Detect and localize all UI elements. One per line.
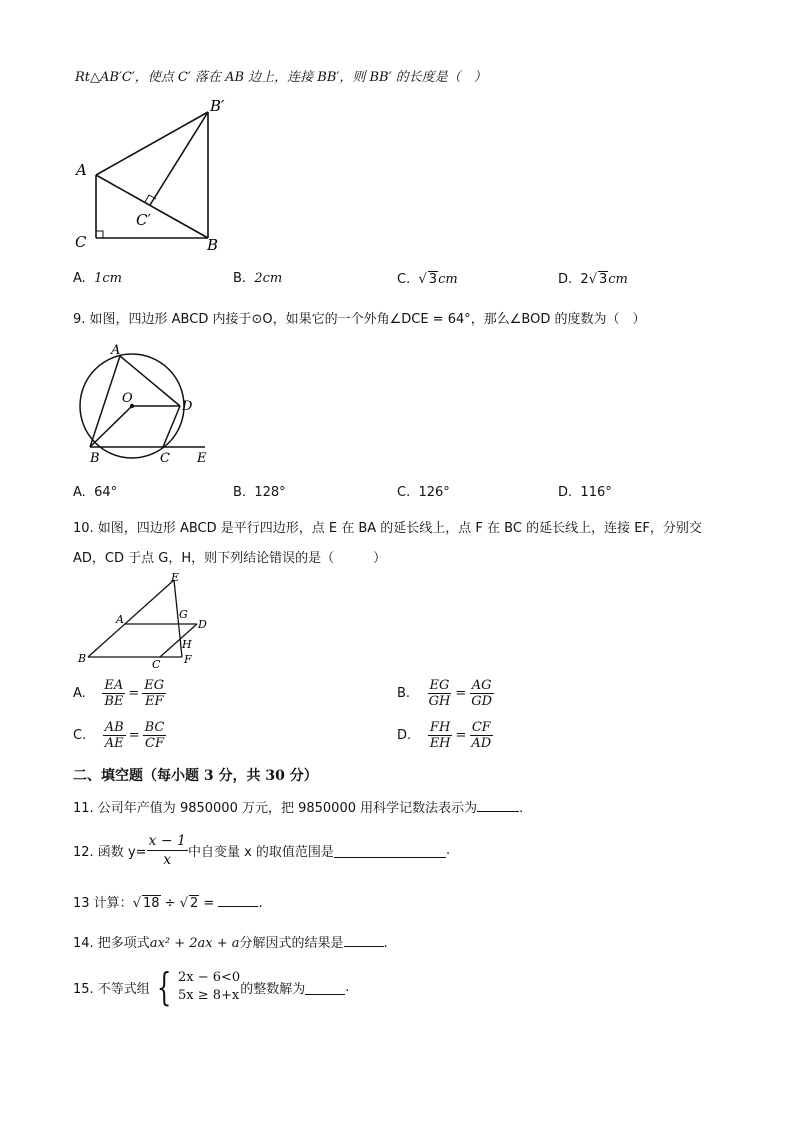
q12: 12. 函数 y= $\frac{x - 1}{x}$ 中自变量 x 的取值范围是 . <box>73 833 451 868</box>
q8-option-d[interactable]: D. 2√ 3cm <box>558 272 628 287</box>
q8-figure <box>70 95 230 260</box>
label-B: B <box>78 652 87 665</box>
label-D: D <box>198 618 207 631</box>
label-C: C <box>75 233 87 251</box>
label-C: C <box>152 658 161 671</box>
q15: 15. 不等式组 { 2x − 6<0 5x ≥ 8+x 的整数解为 . <box>73 965 350 1009</box>
label-A: A <box>111 343 121 358</box>
brace-icon: { <box>156 965 172 1009</box>
q8-option-a[interactable]: A. 1cm <box>73 271 122 286</box>
q10-option-a[interactable]: A. $\frac{EA}{BE}$ = $\frac{EG}{EF}$ <box>73 678 165 709</box>
right-angle-C <box>96 231 103 238</box>
q9-option-d[interactable]: D. 116° <box>558 485 612 500</box>
line-B'C' <box>150 112 208 205</box>
q9-option-a[interactable]: A. 64° <box>73 485 118 500</box>
label-Cp: C′ <box>136 211 151 229</box>
right-angle-C' <box>145 195 156 202</box>
q8-stem: Rt△AB′C′，使点 C′ 落在 AB 边上，连接 BB′，则 BB′ 的长度是（ ） <box>75 70 487 85</box>
label-A: A <box>116 613 124 626</box>
line-AB' <box>96 112 208 175</box>
label-A: A <box>76 161 87 179</box>
q10-stem-line2: AD，CD 于点 G，H，则下列结论错误的是（ ） <box>73 551 387 566</box>
q8-option-b[interactable]: B. 2cm <box>233 271 283 286</box>
q15-answer-blank[interactable] <box>305 980 345 995</box>
label-E: E <box>197 451 207 466</box>
q13-answer-blank[interactable] <box>218 906 258 907</box>
label-F: F <box>184 653 192 666</box>
q10-option-b[interactable]: B. $\frac{EG}{GH}$ = $\frac{AG}{GD}$ <box>397 678 493 709</box>
label-B: B <box>207 236 219 254</box>
q9-option-b[interactable]: B. 128° <box>233 485 286 500</box>
q10-option-d[interactable]: D. $\frac{FH}{EH}$ = $\frac{CF}{AD}$ <box>397 720 492 751</box>
label-H: H <box>182 638 192 651</box>
label-D: D <box>182 399 193 414</box>
label-B: B <box>90 451 100 466</box>
q8-option-c[interactable]: C. √ 3cm <box>397 272 458 287</box>
line-BE <box>88 580 174 657</box>
label-Bp: B′ <box>210 97 225 115</box>
q9-figure <box>70 340 220 470</box>
q9-option-c[interactable]: C. 126° <box>397 485 450 500</box>
label-O: O <box>122 391 133 406</box>
q13: 13 计算：√ 18 ÷ √ 2 = . <box>73 896 263 911</box>
q11: 11. 公司年产值为 9850000 万元，把 9850000 用科学记数法表示为 . <box>73 801 524 816</box>
q12-answer-blank[interactable] <box>334 843 446 858</box>
q14: 14. 把多项式ax² + 2ax + a分解因式的结果是 . <box>73 936 388 951</box>
label-C: C <box>160 451 170 466</box>
line-AB <box>96 175 208 238</box>
q9-stem: 9. 如图，四边形 ABCD 内接于⊙O，如果它的一个外角∠DCE = 64°，那么∠BOD 的度数为（ ） <box>73 312 646 327</box>
q10-stem-line1: 10. 如图，四边形 ABCD 是平行四边形，点 E 在 BA 的延长线上，点 F 在 BC 的延长线上，连接 EF，分别交 <box>73 521 702 536</box>
q10-figure <box>72 570 222 672</box>
label-G: G <box>179 608 188 621</box>
q11-answer-blank[interactable] <box>477 811 519 812</box>
q14-answer-blank[interactable] <box>344 946 384 947</box>
label-E: E <box>171 571 180 584</box>
section-heading: 二、填空题（每小题 3 分，共 30 分） <box>73 768 318 784</box>
q10-option-c[interactable]: C. $\frac{AB}{AE}$ = $\frac{BC}{CF}$ <box>73 720 165 751</box>
